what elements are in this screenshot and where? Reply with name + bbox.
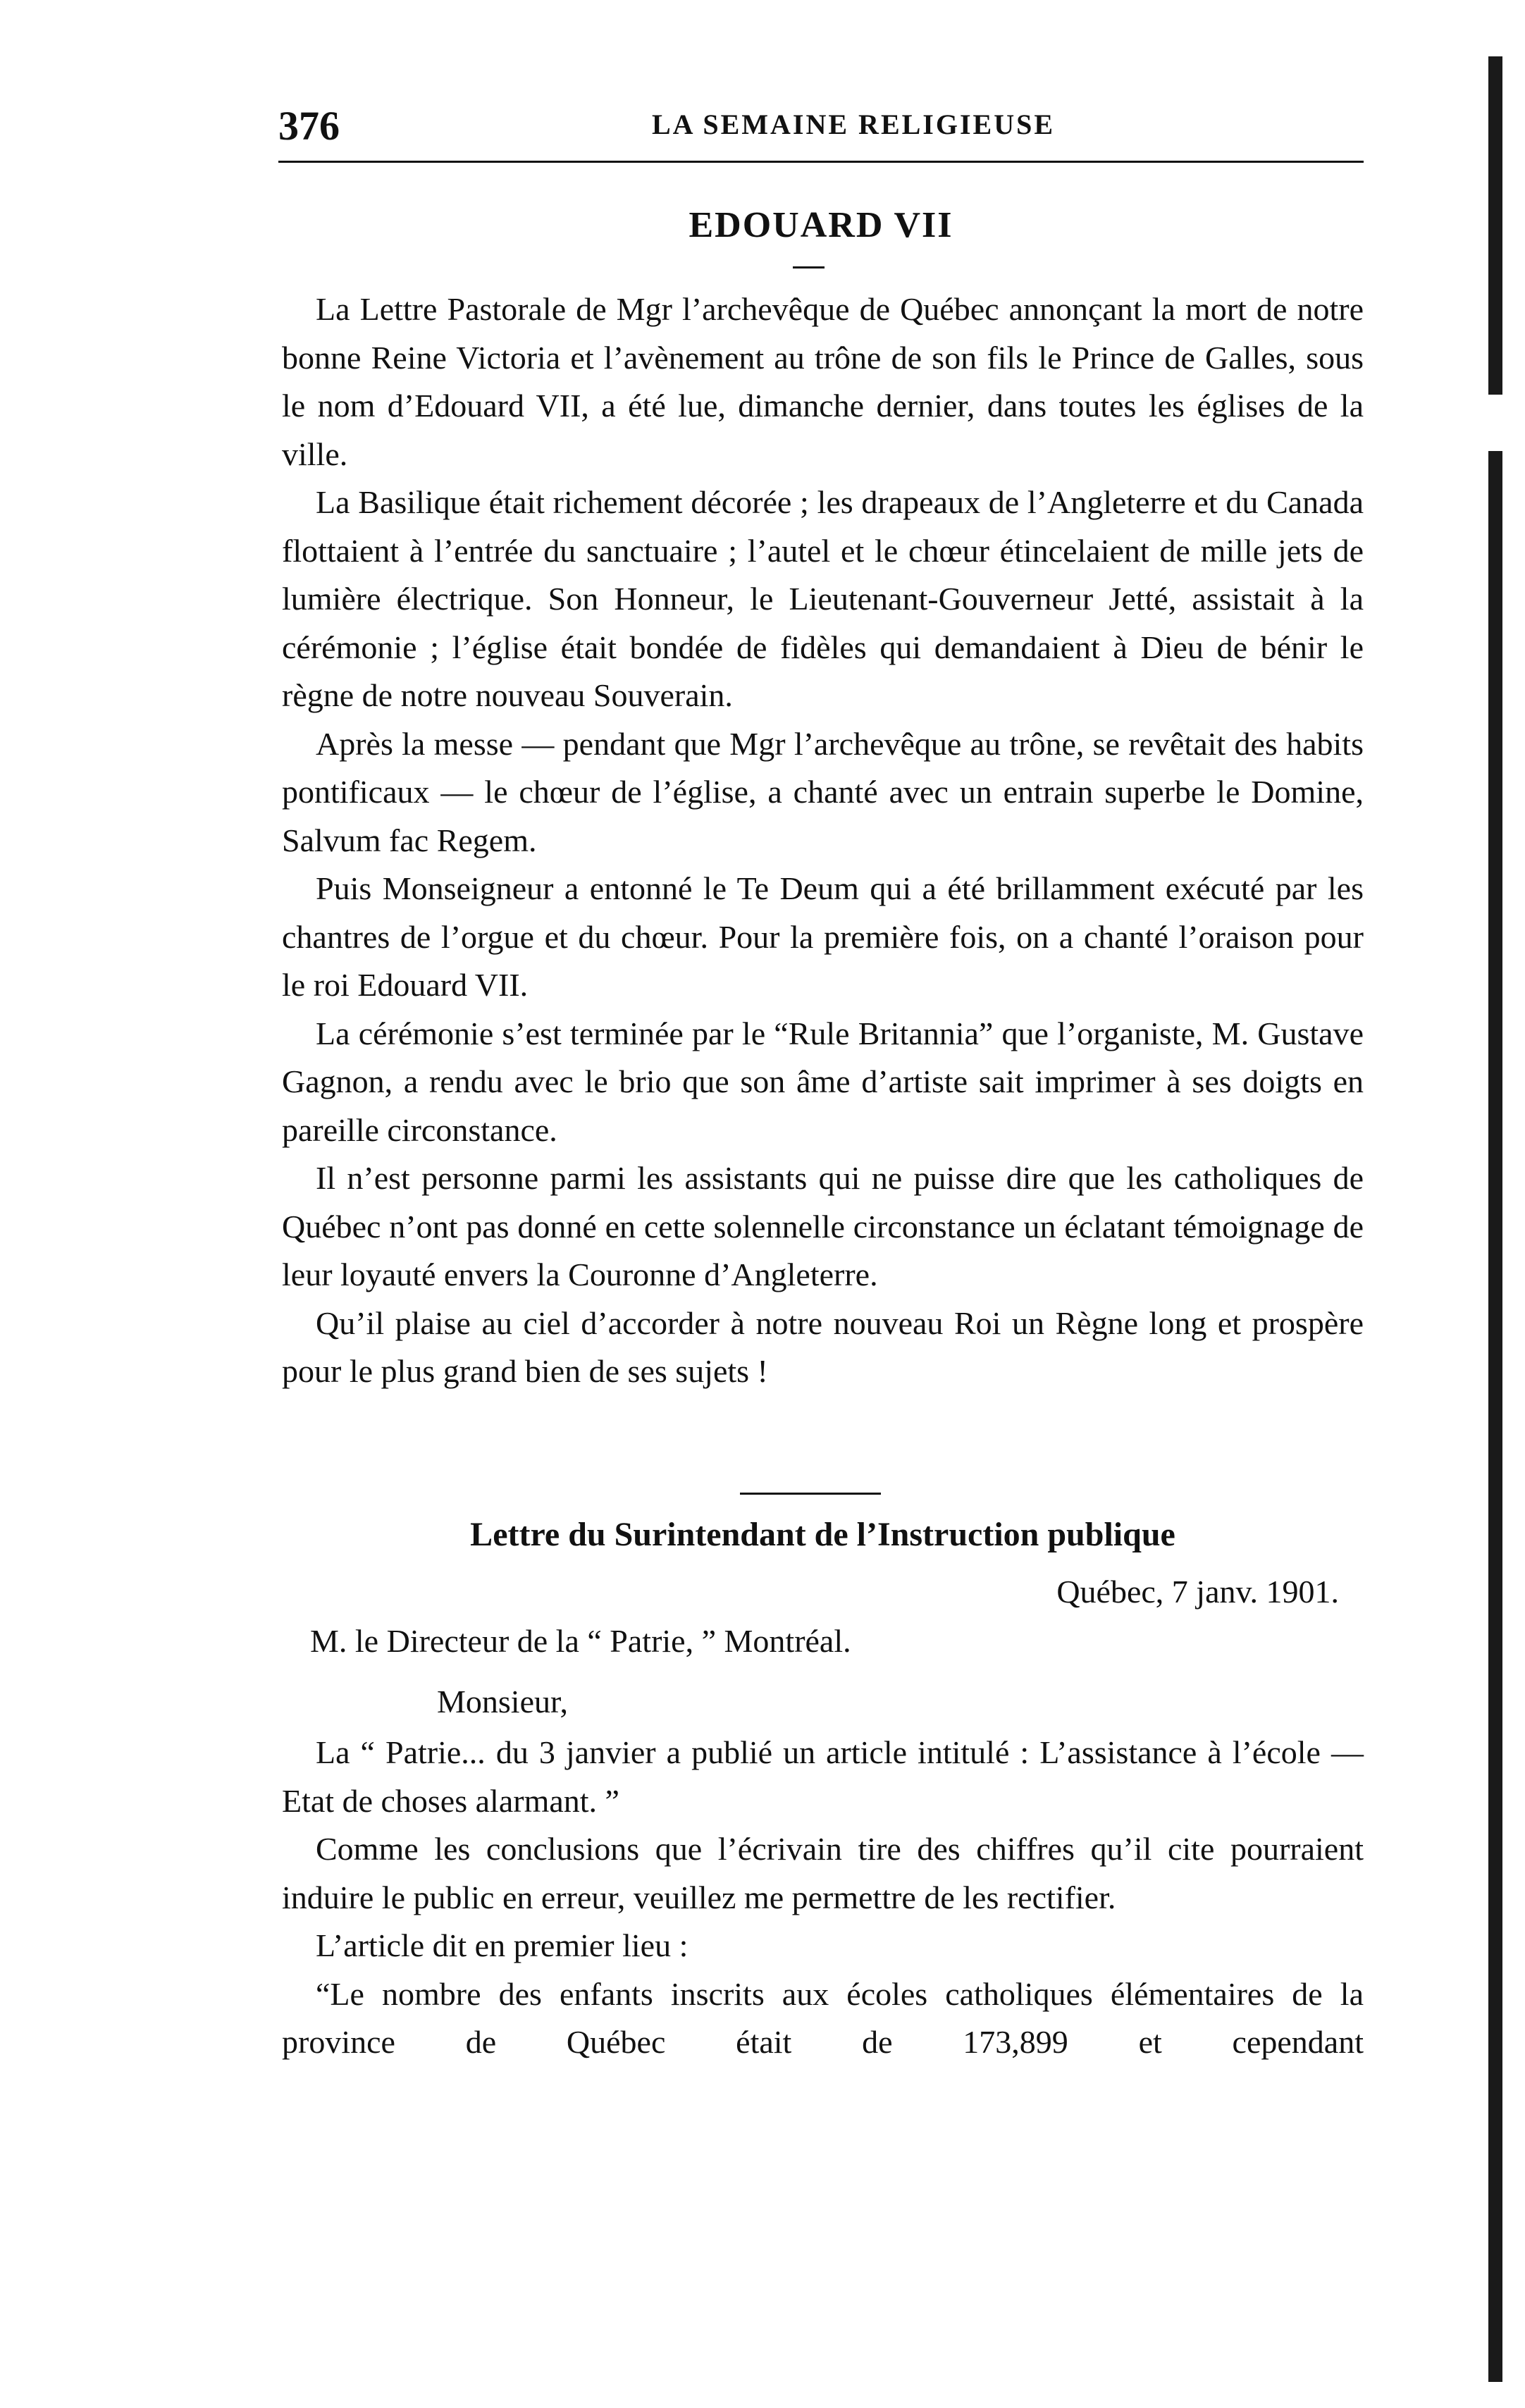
letter-body [282, 1729, 1364, 2067]
letter-paragraph: La “ Patrie... du 3 janvier a publié un article intitulé : L’assistance à l’école — Etat de choses alarmant. ” [282, 1734, 1364, 1819]
letter-paragraph: “Le nombre des enfants inscrits aux écoles catholiques élémentaires de la province de Québec était de 173,899 et cependant [282, 1975, 1364, 2060]
letter-paragraph: Comme les conclusions que l’écrivain tire des chiffres qu’il cite pourraient induire le public en erreur, veuillez me permettre de les rectifier. [282, 1831, 1364, 1915]
article-paragraph: La Lettre Pastorale de Mgr l’archevêque de Québec annonçant la mort de notre bonne Reine Victoria et l’avènement au trône de son fils le Prince de Galles, sous le nom d’Edouard VII, a été lue, dimanche dernier, dans toutes les églises de la ville. [282, 291, 1364, 472]
journal-title: LA SEMAINE RELIGIEUSE [652, 109, 1056, 140]
letter-title: Lettre du Surintendant de l’Instruction publique [470, 1516, 1175, 1553]
page-number: 376 [278, 103, 340, 149]
header-rule [278, 161, 1364, 163]
letter-paragraph: L’article dit en premier lieu : [316, 1927, 689, 1963]
letter-dateline: Québec, 7 janv. 1901. [1056, 1574, 1339, 1610]
section-divider [740, 1493, 881, 1495]
running-head [278, 102, 1364, 159]
article-paragraph: Après la messe — pendant que Mgr l’archevêque au trône, se revêtait des habits pontificaux — le chœur de l’église, a chanté avec un entrain superbe le Domine, Salvum fac Regem. [282, 725, 1364, 858]
article-title: EDOUARD VII [689, 205, 953, 245]
letter-salutation: Monsieur, [437, 1684, 568, 1719]
article-paragraph: La Basilique était richement décorée ; les drapeaux de l’Angleterre et du Canada flottaient à l’entrée du sanctuaire ; l’autel et le chœur étincelaient de mille jets de lumière électrique. Son Honneur, le Lieutenant-Gouverneur Jetté, assistait à la cérémonie ; l’église était bondée de fidèles qui demandaient à Dieu de bénir le règne de notre nouveau Souverain. [282, 484, 1364, 713]
article-paragraph: Puis Monseigneur a entonné le Te Deum qui a été brillamment exécuté par les chantres de l’orgue et du chœur. Pour la première fois, on a chanté l’oraison pour le roi Edouard VII. [282, 870, 1364, 1003]
article-paragraph: Qu’il plaise au ciel d’accorder à notre nouveau Roi un Règne long et prospère pour le plus grand bien de ses sujets ! [282, 1304, 1364, 1389]
article-paragraph: La cérémonie s’est terminée par le “Rule Britannia” que l’organiste, M. Gustave Gagnon, a rendu avec le brio que son âme d’artiste sait imprimer à ses doigts en pareille circonstance. [282, 1015, 1364, 1148]
article-paragraph: Il n’est personne parmi les assistants qui ne puisse dire que les catholiques de Québec n’ont pas donné en cette solennelle circonstance un éclatant témoignage de leur loyauté envers la Couronne d’Angleterre. [282, 1160, 1364, 1292]
title-dash [793, 266, 825, 268]
article-body [282, 285, 1364, 1396]
scan-margin-gap [1488, 395, 1502, 451]
letter-addressee: M. le Directeur de la “ Patrie, ” Montréal. [310, 1623, 851, 1659]
